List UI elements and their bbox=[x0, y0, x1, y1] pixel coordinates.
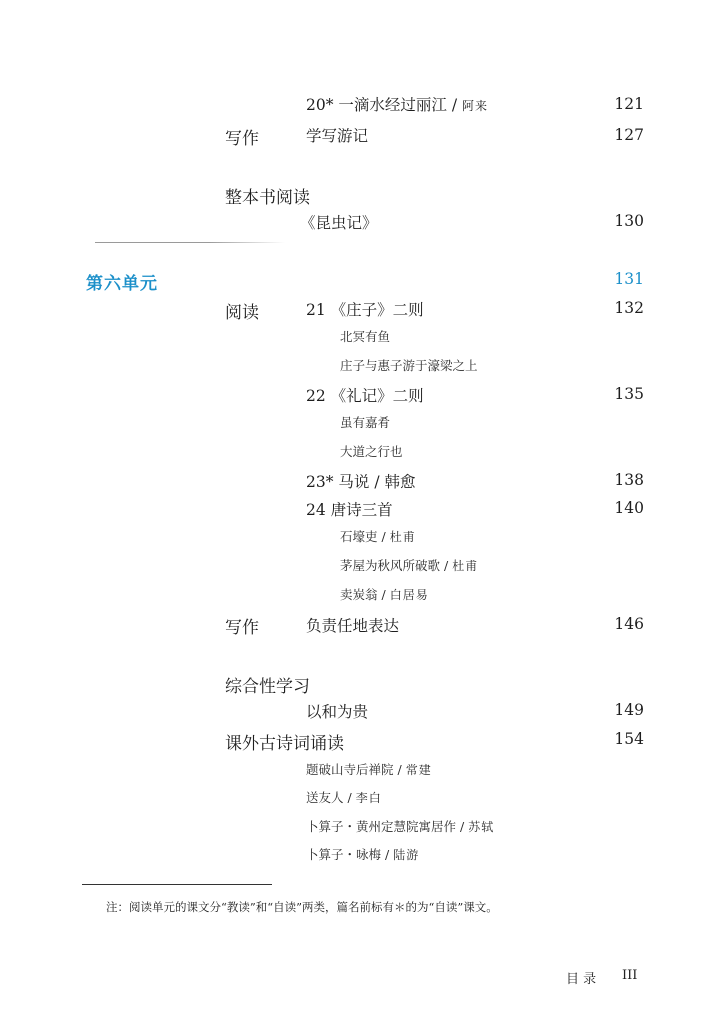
lesson-title: 20* 一滴水经过丽江 bbox=[306, 96, 447, 114]
whole-book-title: 《昆虫记》 bbox=[300, 214, 378, 232]
lesson-22-title: 22 《礼记》二则 bbox=[306, 387, 424, 405]
lesson-author: 韩愈 bbox=[384, 473, 416, 491]
sub-item: 卜算子・咏梅 / 陆游 bbox=[306, 847, 420, 862]
section-divider bbox=[95, 242, 285, 243]
lesson-title: 23* 马说 bbox=[306, 473, 370, 491]
page-number: 130 bbox=[614, 212, 644, 230]
footer-page-roman: III bbox=[622, 968, 638, 983]
unit-title: 第六单元 bbox=[86, 274, 158, 294]
sub-item: 卜算子・黄州定慧院寓居作 / 苏轼 bbox=[306, 819, 495, 834]
unit-page-number: 131 bbox=[614, 270, 644, 288]
page-number: 121 bbox=[614, 95, 644, 113]
sub-item: 送友人 / 李白 bbox=[306, 790, 382, 805]
writing-title: 负责任地表达 bbox=[306, 617, 400, 635]
lesson-23-row: 23* 马说 / 韩愈 bbox=[306, 473, 416, 491]
sub-item: 卖炭翁 / 白居易 bbox=[340, 587, 429, 602]
category-reading: 阅读 bbox=[225, 303, 259, 323]
integrated-title: 以和为贵 bbox=[306, 703, 369, 721]
lesson-21-title: 21 《庄子》二则 bbox=[306, 301, 424, 319]
page-number: 138 bbox=[614, 471, 644, 489]
footer-label: 目 录 bbox=[566, 972, 597, 987]
lesson-24-title: 24 唐诗三首 bbox=[306, 501, 393, 519]
footnote-rule bbox=[82, 884, 272, 885]
page-number: 154 bbox=[614, 730, 644, 748]
footnote: 注：阅读单元的课文分“教读”和“自读”两类，篇名前标有＊的为“自读”课文。 bbox=[106, 900, 498, 914]
sub-item: 庄子与惠子游于濠梁之上 bbox=[340, 358, 478, 373]
category-extra-poems: 课外古诗词诵读 bbox=[225, 734, 344, 754]
sub-item: 题破山寺后禅院 / 常建 bbox=[306, 762, 432, 777]
page-number: 132 bbox=[614, 299, 644, 317]
sub-item: 大道之行也 bbox=[340, 444, 403, 459]
sub-item: 茅屋为秋风所破歌 / 杜甫 bbox=[340, 558, 479, 573]
category-whole-book: 整本书阅读 bbox=[225, 188, 310, 208]
writing-title: 学写游记 bbox=[306, 127, 369, 145]
page-number: 140 bbox=[614, 499, 644, 517]
sub-item: 虽有嘉肴 bbox=[340, 415, 391, 430]
page-number: 135 bbox=[614, 385, 644, 403]
lesson-20-row: 20* 一滴水经过丽江 / 阿来 bbox=[306, 96, 489, 114]
category-integrated: 综合性学习 bbox=[225, 677, 310, 697]
lesson-author: 阿来 bbox=[462, 99, 489, 113]
page-number: 127 bbox=[614, 126, 644, 144]
sub-item: 北冥有鱼 bbox=[340, 329, 391, 344]
category-writing: 写作 bbox=[225, 618, 259, 638]
sub-item: 石壕吏 / 杜甫 bbox=[340, 529, 416, 544]
page-number: 146 bbox=[614, 615, 644, 633]
page-number: 149 bbox=[614, 701, 644, 719]
category-writing: 写作 bbox=[225, 129, 259, 149]
